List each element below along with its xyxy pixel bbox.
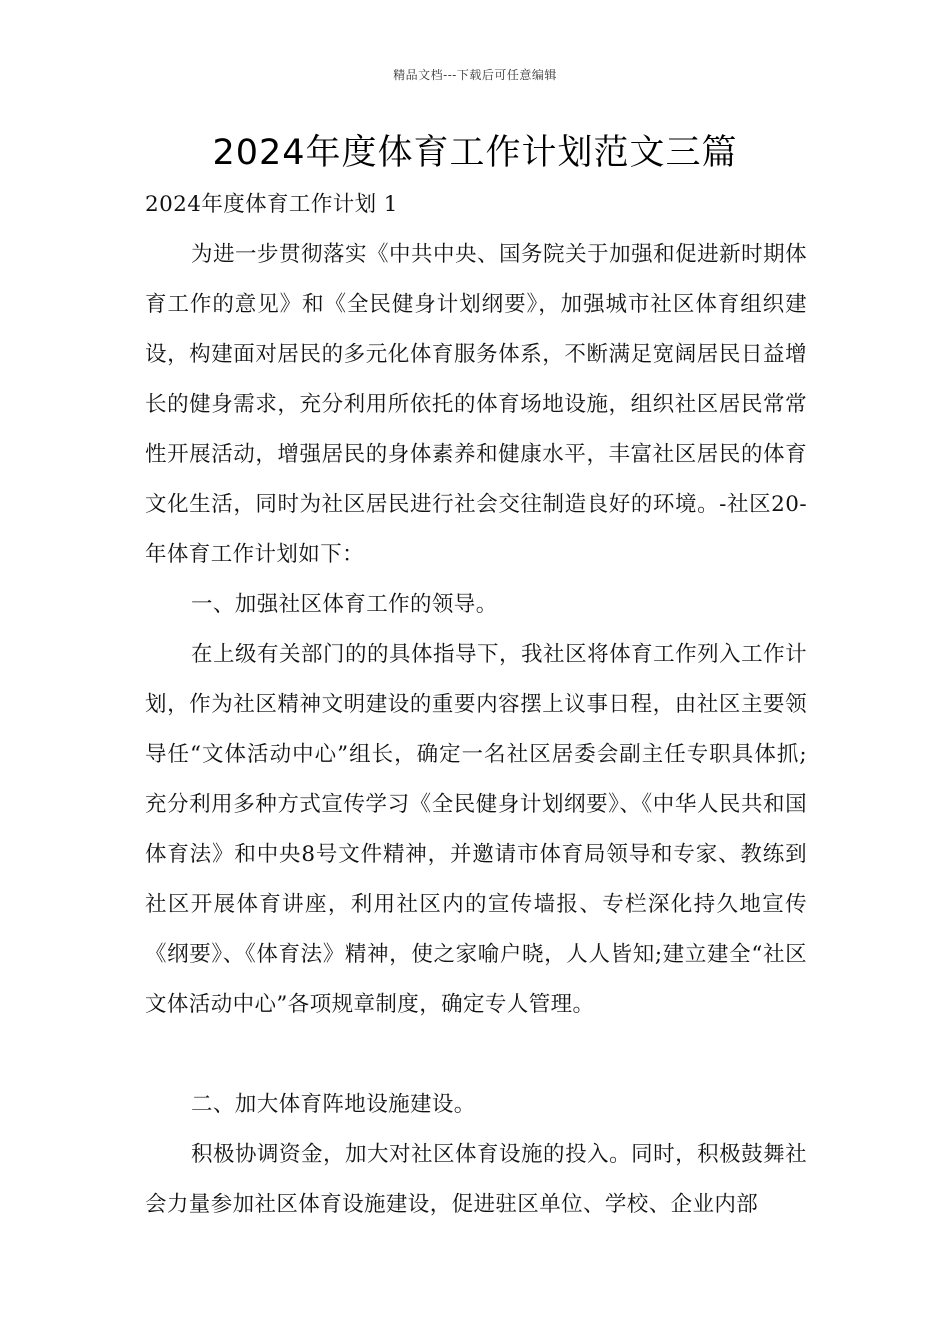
- document-body: [145, 180, 807, 1230]
- blank-line: [145, 1030, 807, 1080]
- document-title: 2024年度体育工作计划范文三篇: [212, 133, 738, 173]
- header-note: 精品文档---下载后可任意编辑: [393, 68, 557, 82]
- paragraph-intro: 为进一步贯彻落实《中共中央、国务院关于加强和促进新时期体育工作的意见》和《全民健身计划纲要》，加强城市社区体育组织建设，构建面对居民的多元化体育服务体系，不断满足宽阔居民日益增长的健身需求，充分利用所依托的体育场地设施，组织社区居民常常性开展活动，增强居民的身体素养和健康水平，丰富社区居民的体育文化生活，同时为社区居民进行社会交往制造良好的环境。-社区20-年体育工作计划如下：: [145, 242, 807, 567]
- section-heading-2: 二、加大体育阵地设施建设。: [191, 1092, 476, 1117]
- paragraph-leadership: 在上级有关部门的的具体指导下，我社区将体育工作列入工作计划，作为社区精神文明建设的重要内容摆上议事日程，由社区主要领导任“文体活动中心”组长，确定一名社区居委会副主任专职具体抓;充分利用多种方式宣传学习《全民健身计划纲要》、《中华人民共和国体育法》和中央8号文件精神，并邀请市体育局领导和专家、教练到社区开展体育讲座，利用社区内的宣传墙报、专栏深化持久地宣传《纲要》、《体育法》精神，使之家喻户晓，人人皆知;建立建全“社区文体活动中心”各项规章制度，确定专人管理。: [145, 642, 807, 1017]
- section-subtitle: 2024年度体育工作计划 1: [145, 192, 398, 217]
- paragraph-facilities: 积极协调资金，加大对社区体育设施的投入。同时，积极鼓舞社会力量参加社区体育设施建设，促进驻区单位、学校、企业内部: [145, 1142, 807, 1217]
- section-heading-1: 一、加强社区体育工作的领导。: [191, 592, 498, 617]
